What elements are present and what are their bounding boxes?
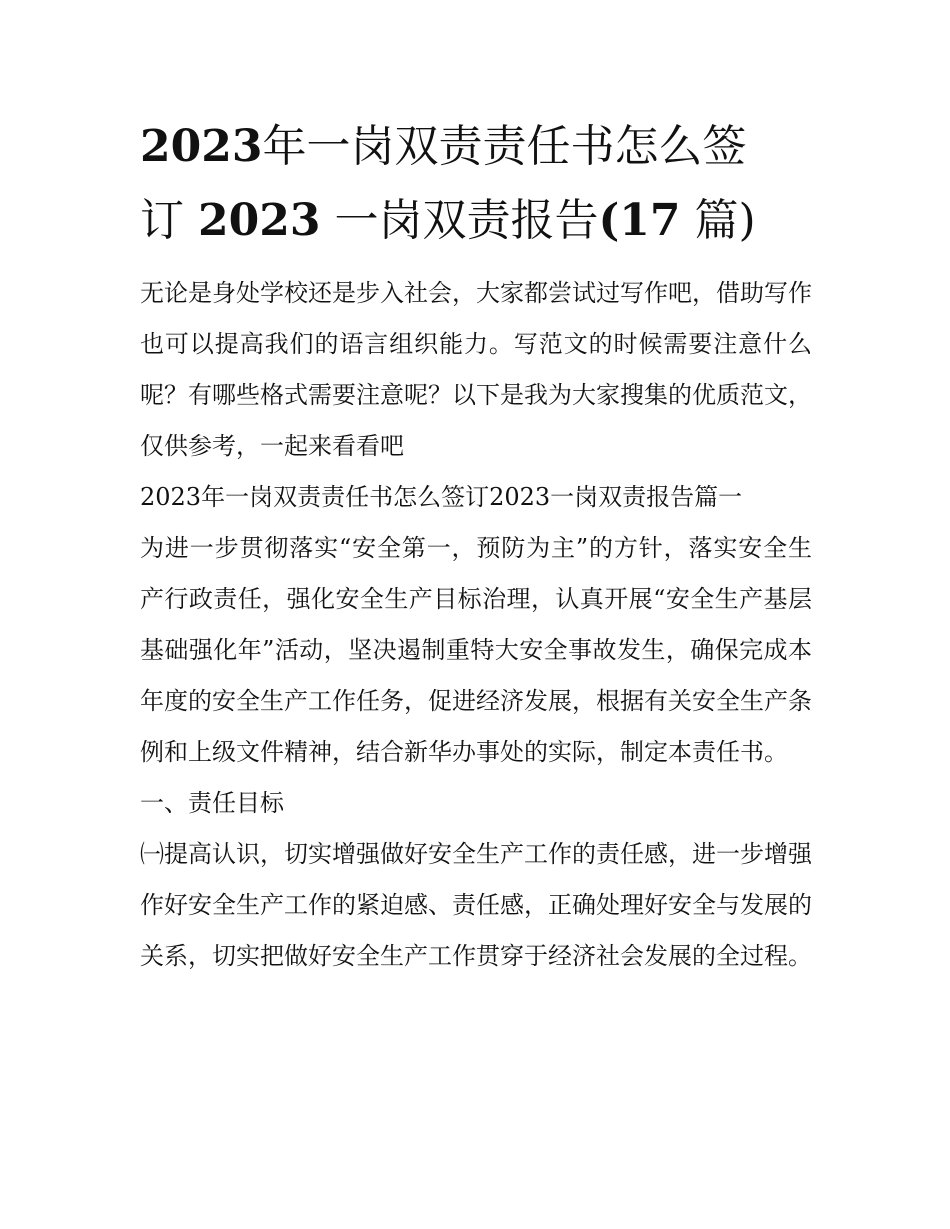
title-count: (17 <box>598 195 681 246</box>
document-title <box>140 110 812 258</box>
title-text: 篇) <box>694 195 756 246</box>
title-year: 2023 <box>140 121 263 172</box>
intro-paragraph: 无论是身处学校还是步入社会，大家都尝试过写作吧，借助写作也可以提高我们的语言组织能力。写范文的时候需要注意什么呢？有哪些格式需要注意呢？以下是我为大家搜集的优质范文，仅供参考，一起来看看吧 <box>140 279 812 460</box>
title-text: 年一岗双责责任书怎么签 <box>262 121 747 172</box>
body-paragraph: 为进一步贯彻落实“安全第一，预防为主”的方针，落实安全生产行政责任，强化安全生产目标治理，认真开展“安全生产基层基础强化年”活动，坚决遏制重特大安全事故发生，确保完成本年度的安全生产工作任务，促进经济发展，根据有关安全生产条例和上级文件精神，结合新华办事处的实际，制定本责任书。 <box>140 534 812 766</box>
document-body <box>140 110 812 982</box>
title-text: 一岗双责报告 <box>334 195 599 246</box>
body-paragraph: ㈠提高认识，切实增强做好安全生产工作的责任感，进一步增强作好安全生产工作的紧迫感、责任感，正确处理好安全与发展的关系，切实把做好安全生产工作贯穿于经济社会发展的全过程。 <box>140 840 812 970</box>
title-year: 2023 <box>198 195 321 246</box>
title-text: 订 <box>140 195 184 246</box>
section-heading: 2023年一岗双责责任书怎么签订2023一岗双责报告篇一 <box>140 483 743 511</box>
subsection-heading: 一、责任目标 <box>140 789 284 817</box>
